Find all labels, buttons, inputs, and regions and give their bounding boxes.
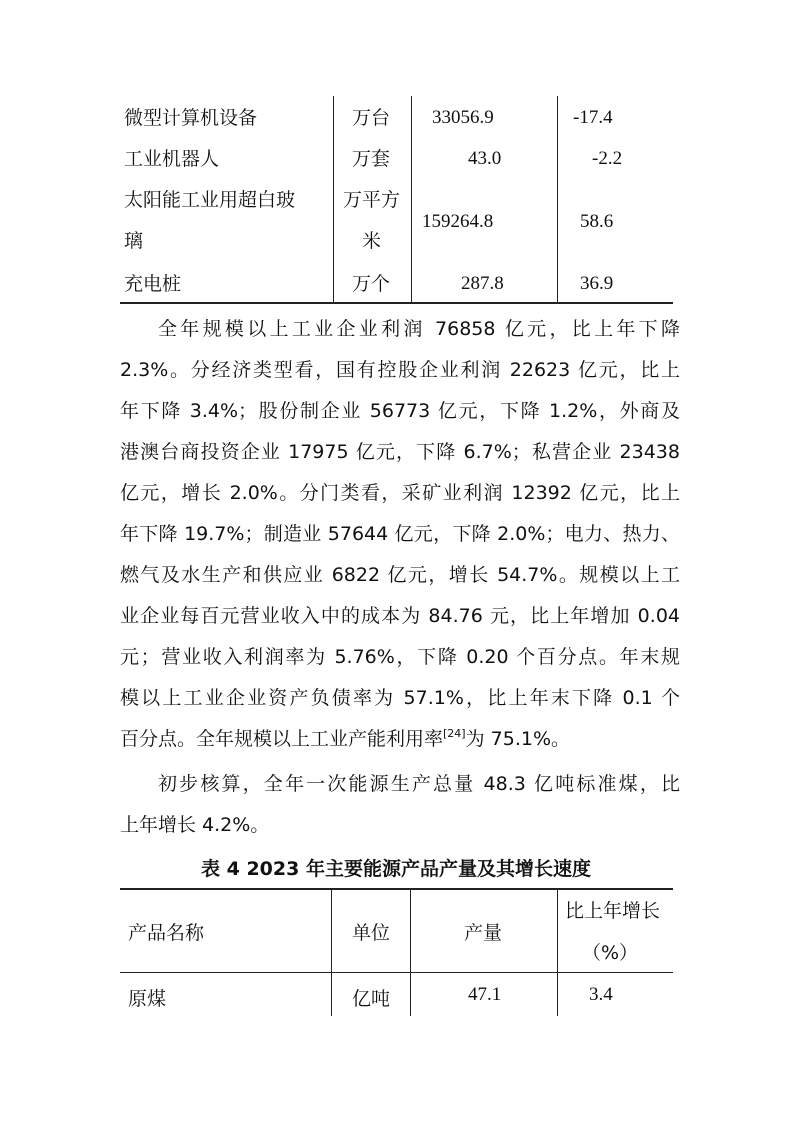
table-cell-unit-line2: 米	[362, 230, 382, 252]
paragraph-line: 港澳台商投资企业 17975 亿元，下降 6.7%；私营企业 23438	[120, 441, 680, 463]
table-cell-name: 微型计算机设备	[124, 107, 258, 129]
table-cell-output: 47.1	[468, 984, 502, 1005]
table-column-divider	[333, 96, 334, 302]
table-cell-unit: 万台	[352, 107, 391, 129]
table-bottom-border	[120, 302, 673, 304]
table-cell-growth: -17.4	[573, 107, 613, 128]
product-output-table-continued	[120, 96, 672, 304]
paragraph-line: 2.3%。分经济类型看，国有控股企业利润 22623 亿元，比上	[120, 359, 680, 381]
header-growth-line2: （%）	[582, 942, 639, 964]
table-cell-output: 159264.8	[422, 211, 494, 232]
table-cell-growth: 36.9	[580, 273, 614, 294]
table-cell-name-line2: 璃	[124, 230, 144, 252]
paragraph-line: 初步核算，全年一次能源生产总量 48.3 亿吨标准煤，比	[158, 773, 680, 795]
table-cell-growth: 58.6	[580, 211, 614, 232]
industrial-profit-paragraph	[120, 309, 680, 760]
paragraph-line: 燃气及水生产和供应业 6822 亿元，增长 54.7%。规模以上工	[120, 564, 680, 586]
paragraph-text: 百分点。全年规模以上工业产能利用率	[120, 728, 444, 750]
table-cell-name: 充电桩	[124, 273, 182, 295]
table-top-border	[120, 888, 673, 890]
table-cell-unit-line1: 万平方	[343, 189, 401, 211]
energy-production-paragraph	[120, 764, 680, 846]
table-column-divider	[557, 888, 558, 1016]
paragraph-line: 模以上工业企业资产负债率为 57.1%，比上年末下降 0.1 个	[120, 687, 680, 709]
header-growth-line1: 比上年增长	[565, 900, 661, 922]
energy-output-table	[120, 888, 673, 1016]
table-cell-unit: 万套	[352, 148, 391, 170]
table-column-divider	[411, 96, 412, 302]
paragraph-line: 元；营业收入利润率为 5.76%，下降 0.20 个百分点。年末规	[120, 646, 680, 668]
table-cell-unit: 亿吨	[352, 988, 391, 1010]
table-cell-output: 287.8	[461, 273, 504, 294]
table-cell-growth: -2.2	[592, 148, 623, 169]
paragraph-last-line	[120, 719, 680, 760]
table-cell-output: 33056.9	[432, 107, 494, 128]
table-cell-name: 原煤	[128, 988, 167, 1010]
table-column-divider	[331, 888, 332, 1016]
table-cell-growth: 3.4	[589, 984, 613, 1005]
paragraph-line: 业企业每百元营业收入中的成本为 84.76 元，比上年增加 0.04	[120, 605, 680, 627]
header-output: 产量	[464, 922, 503, 944]
paragraph-line: 年下降 3.4%；股份制企业 56773 亿元，下降 1.2%，外商及	[120, 400, 680, 422]
header-product-name: 产品名称	[128, 922, 205, 944]
paragraph-line: 年下降 19.7%；制造业 57644 亿元，下降 2.0%；电力、热力、	[120, 523, 680, 545]
paragraph-line: 全年规模以上工业企业利润 76858 亿元，比上年下降	[158, 318, 680, 340]
table-cell-name-line1: 太阳能工业用超白玻	[124, 189, 296, 211]
paragraph-line: 亿元，增长 2.0%。分门类看，采矿业利润 12392 亿元，比上	[120, 482, 680, 504]
table-cell-name: 工业机器人	[124, 148, 220, 170]
table-header-divider	[120, 972, 673, 973]
table-cell-output: 43.0	[468, 148, 502, 169]
table-caption: 表 4 2023 年主要能源产品产量及其增长速度	[201, 858, 591, 880]
table-column-divider	[410, 888, 411, 1016]
table-column-divider	[557, 96, 558, 302]
paragraph-text: 为 75.1%。	[465, 728, 571, 750]
footnote-reference[interactable]: [24]	[443, 727, 466, 740]
table-cell-unit: 万个	[352, 273, 391, 295]
header-unit: 单位	[352, 922, 391, 944]
paragraph-line: 上年增长 4.2%。	[120, 814, 270, 836]
